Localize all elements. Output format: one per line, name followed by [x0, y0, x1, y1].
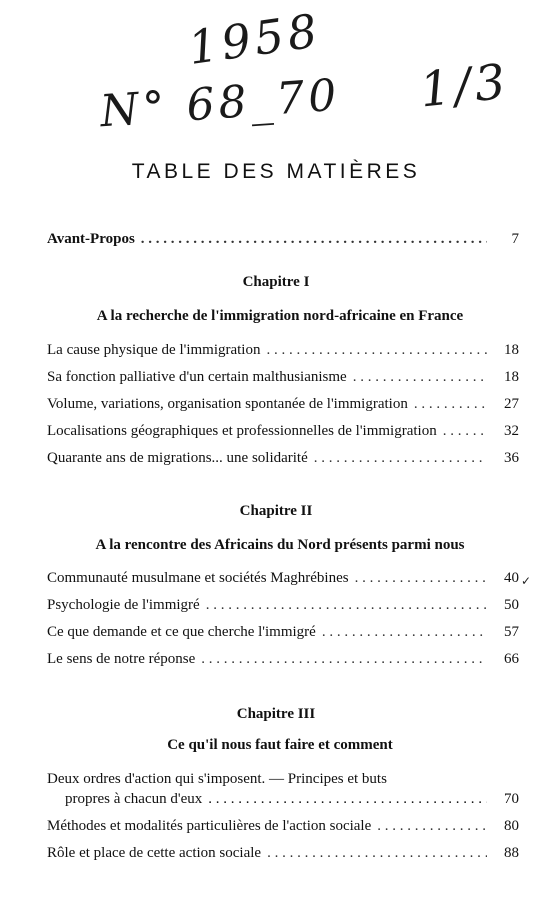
leader-dots [353, 367, 487, 387]
leader-dots [443, 421, 487, 441]
toc-entry-page: 88 [504, 845, 519, 861]
leader-dots [266, 340, 487, 360]
leader-dots [201, 649, 487, 669]
chapter-heading: Chapitre III [236, 706, 316, 722]
toc-entry [47, 367, 519, 387]
leader-dots [414, 394, 487, 414]
toc-entry-page: 50 [504, 597, 519, 613]
toc-entry-page: 70 [504, 791, 519, 807]
toc-entry-page: 36 [504, 450, 519, 466]
toc-entry-label: Quarante ans de migrations... une solidarité [47, 450, 308, 466]
toc-entry-line2 [47, 789, 519, 809]
toc-entry-page: 27 [504, 396, 519, 412]
toc-entry-label: Sa fonction palliative d'un certain malthusianisme [47, 369, 347, 385]
toc-entry-label: Ce que demande et ce que cherche l'immigré [47, 624, 316, 640]
toc-entry-page: 32 [504, 423, 519, 439]
toc-entry-label-line1: Deux ordres d'action qui s'imposent. — Principes et buts [47, 771, 387, 787]
toc-entry-page: 18 [504, 342, 519, 358]
toc-entry-page: 66 [504, 651, 519, 667]
toc-entry-page: 80 [504, 818, 519, 834]
handwritten-year: 1958 [184, 3, 325, 75]
leader-dots [267, 843, 487, 863]
toc-entry [47, 421, 519, 441]
leader-dots [377, 816, 487, 836]
toc-entry [47, 843, 519, 863]
toc-entry-label: Avant-Propos [47, 231, 135, 247]
toc-entry-label-line2: propres à chacun d'eux [65, 791, 203, 807]
toc-entry-label: Rôle et place de cette action sociale [47, 845, 262, 861]
toc-entry-label: Volume, variations, organisation spontanée de l'immigration [47, 396, 408, 412]
toc-entry [47, 595, 519, 615]
toc-entry [47, 649, 519, 669]
toc-entry [47, 340, 519, 360]
toc-entry-page: 7 [511, 231, 519, 247]
leader-dots [141, 229, 487, 249]
toc-entry-page: 40 [504, 570, 519, 586]
toc-entry [47, 568, 519, 588]
toc-entry [47, 622, 519, 642]
page-title: TABLE DES MATIÈRES [131, 160, 421, 183]
toc-entry-label: La cause physique de l'immigration [47, 342, 261, 358]
toc-entry [47, 448, 519, 468]
toc-entry-label: Localisations géographiques et professionnelles de l'immigration [47, 423, 437, 439]
leader-dots [208, 789, 487, 809]
chapter-subtitle: A la rencontre des Africains du Nord présents parmi nous [95, 537, 465, 553]
toc-entry-page: 57 [504, 624, 519, 640]
chapter-subtitle: A la recherche de l'immigration nord-africaine en France [96, 308, 464, 324]
toc-entry [47, 816, 519, 836]
leader-dots [206, 595, 487, 615]
toc-entry-foreword [47, 229, 519, 249]
leader-dots [322, 622, 487, 642]
toc-entry [47, 394, 519, 414]
leader-dots [355, 568, 487, 588]
toc-entry-label: Le sens de notre réponse [47, 651, 196, 667]
toc-entry-page: 18 [504, 369, 519, 385]
toc-entry-label: Méthodes et modalités particulières de l'action sociale [47, 818, 372, 834]
toc-entry-multiline [47, 769, 519, 809]
chapter-heading: Chapitre I [242, 274, 310, 290]
toc-entry-label: Communauté musulmane et sociétés Maghrébines [47, 570, 349, 586]
handwritten-number: N° 68_70 [98, 69, 342, 138]
chapter-subtitle: Ce qu'il nous faut faire et comment [167, 737, 393, 753]
chapter-heading: Chapitre II [239, 503, 313, 519]
handwritten-tick-mark: ✓ [521, 574, 532, 588]
handwritten-fraction: 1/3 [417, 53, 512, 119]
toc-entry-label: Psychologie de l'immigré [47, 597, 200, 613]
leader-dots [314, 448, 487, 468]
